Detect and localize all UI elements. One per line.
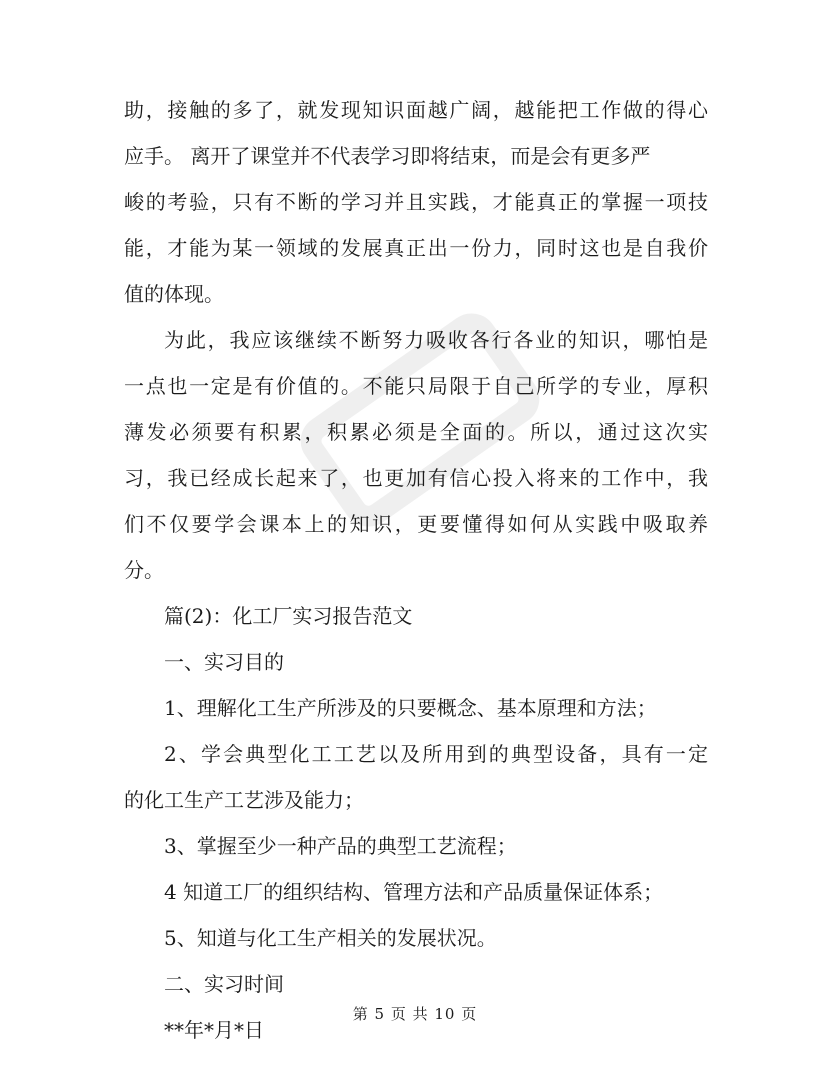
list-item: 1、理解化工生产所涉及的只要概念、基本原理和方法； xyxy=(164,696,657,720)
paragraph-line: 薄发必须要有积累，积累必须是全面的。所以，通过这次实 xyxy=(124,420,708,444)
section-heading: 二、实习时间 xyxy=(164,972,284,996)
paragraph-line: 分。 xyxy=(124,558,164,582)
paragraph-line: 习，我已经成长起来了，也更加有信心投入将来的工作中，我 xyxy=(124,466,708,490)
list-item: 的化工生产工艺涉及能力； xyxy=(124,788,364,812)
list-item: 4 知道工厂的组织结构、管理方法和产品质量保证体系； xyxy=(164,880,664,904)
page-footer: 第 5 页 共 10 页 xyxy=(352,1005,478,1023)
paragraph-line: 值的体现。 xyxy=(124,282,224,306)
section-heading: 篇(2)：化工厂实习报告范文 xyxy=(164,604,413,628)
paragraph-line: 峻的考验，只有不断的学习并且实践，才能真正的掌握一项技 xyxy=(124,190,708,214)
paragraph-line: 为此，我应该继续不断努力吸收各行各业的知识，哪怕是 xyxy=(164,328,708,352)
paragraph-line: 助，接触的多了，就发现知识面越广阔，越能把工作做的得心 xyxy=(124,98,708,122)
paragraph-line: 能，才能为某一领域的发展真正出一份力，同时这也是自我价 xyxy=(124,236,708,260)
paragraph-line: 一点也一定是有价值的。不能只局限于自己所学的专业，厚积 xyxy=(124,374,708,398)
list-item: 5、知道与化工生产相关的发展状况。 xyxy=(164,926,497,950)
list-item: 2、学会典型化工工艺以及所用到的典型设备，具有一定 xyxy=(164,742,708,766)
date-line: **年*月*日 xyxy=(164,1018,264,1042)
paragraph-line: 们不仅要学会课本上的知识，更要懂得如何从实践中吸取养 xyxy=(124,512,708,536)
paragraph-line: 应手。 离开了课堂并不代表学习即将结束，而是会有更多严 xyxy=(124,144,651,168)
list-item: 3、掌握至少一种产品的典型工艺流程； xyxy=(164,834,517,858)
section-heading: 一、实习目的 xyxy=(164,650,284,674)
